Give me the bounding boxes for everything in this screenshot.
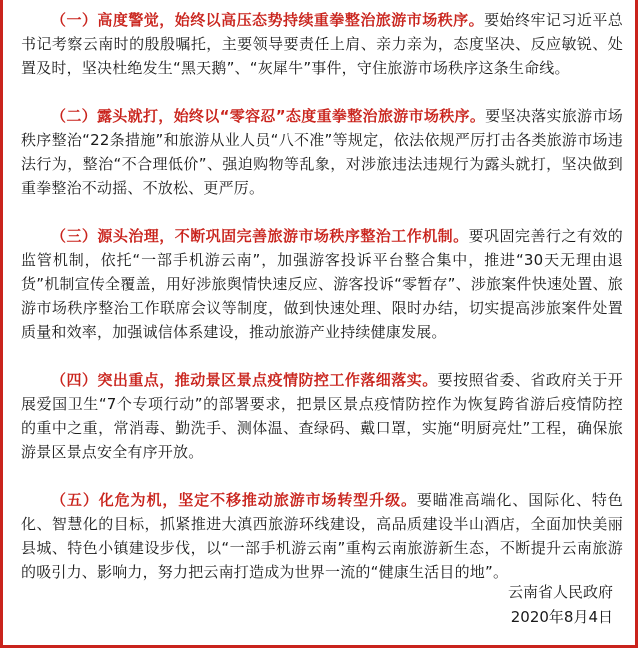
paragraph-2-heading: （二）露头就打，始终以“零容忍”态度重拳整治旅游市场秩序。 xyxy=(51,107,486,125)
paragraph-3 xyxy=(21,224,623,344)
paragraph-5 xyxy=(21,488,623,584)
issuer-name: 云南省人民政府 xyxy=(507,583,613,601)
paragraph-4 xyxy=(21,368,623,464)
paragraph-3-text: 要巩固完善行之有效的监管机制，依托“一部手机游云南”，加强游客投诉平台整合集中，推进“30天无理由退货”机制宣传全覆盖，用好涉旅舆情快速反应、游客投诉“零暂存”、涉旅案件快速处置、旅游市场秩序整治工作联席会议等制度，做到快速处理、限时办结，切实提高涉旅案件处置质量和效率，加强诚信体系建设，推动旅游产业持续健康发展。 xyxy=(21,227,623,341)
paragraph-4-heading: （四）突出重点，推动景区景点疫情防控工作落细落实。 xyxy=(51,371,438,389)
signature-block xyxy=(508,580,613,630)
paragraph-5-heading: （五）化危为机，坚定不移推动旅游市场转型升级。 xyxy=(51,491,417,509)
paragraph-1-text: 要始终牢记习近平总书记考察云南时的殷殷嘱托，主要领导要责任上肩、亲力亲为，态度坚决、反应敏锐、处置及时，坚决杜绝发生“黑天鹅”、“灰犀牛”事件，守住旅游市场秩序这条生命线。 xyxy=(21,11,623,77)
paragraph-3-heading: （三）源头治理，不断巩固完善旅游市场秩序整治工作机制。 xyxy=(51,227,469,245)
document-body xyxy=(21,8,623,608)
paragraph-1-heading: （一）高度警觉，始终以高压态势持续重拳整治旅游市场秩序。 xyxy=(51,11,485,29)
paragraph-2-text: 要坚决落实旅游市场秩序整治“22条措施”和旅游从业人员“八不准”等规定，依法依规严厉打击各类旅游市场违法行为，整治“不合理低价”、强迫购物等乱象，对涉旅违法违规行为露头就打，坚决做到重拳整治不动摇、不放松、更严厉。 xyxy=(21,107,623,197)
paragraph-4-text: 要按照省委、省政府关于开展爱国卫生“7个专项行动”的部署要求，把景区景点疫情防控作为恢复跨省游后疫情防控的重中之重，常消毒、勤洗手、测体温、查绿码、戴口罩，实施“明厨亮灶”工程，确保旅游景区景点安全有序开放。 xyxy=(21,371,623,461)
paragraph-2 xyxy=(21,104,623,200)
paragraph-5-text: 要瞄准高端化、国际化、特色化、智慧化的目标，抓紧推进大滇西旅游环线建设，高品质建设半山酒店，全面加快美丽县城、特色小镇建设步伐，以“一部手机游云南”重构云南旅游新生态，不断提升云南旅游的吸引力、影响力，努力把云南打造成为世界一流的“健康生活目的地”。 xyxy=(21,491,623,581)
paragraph-1 xyxy=(21,8,623,80)
issue-date: 2020年8月4日 xyxy=(510,608,613,626)
